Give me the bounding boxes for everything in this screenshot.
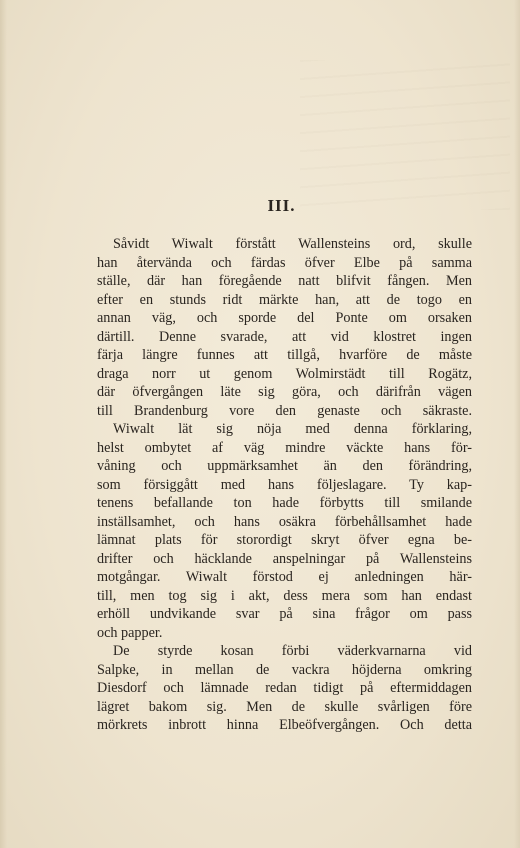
text-line: ställe, där han föregående natt blifvit fången. Men bbox=[97, 273, 472, 289]
text-line: Diesdorf och lämnade redan tidigt på eftermiddagen bbox=[97, 680, 472, 696]
text-line: som försiggått med hans följeslagare. Ty kap- bbox=[97, 476, 472, 493]
text-line: annan väg, och sporde del Ponte om orsaken bbox=[97, 310, 472, 326]
text-line: till Brandenburg vore den genaste och säkraste. bbox=[97, 402, 472, 419]
text-line: till, men tog sig i akt, dess mera som han endast bbox=[97, 587, 472, 604]
text-line: motgångar. Wiwalt förstod ej anledningen här- bbox=[97, 569, 472, 585]
text-line: mörkrets inbrott hinna Elbeöfvergången. Och detta bbox=[97, 717, 472, 733]
text-line: efter en stunds ridt märkte han, att de togo en bbox=[97, 291, 472, 308]
text-line: våning och uppmärksamhet än den förändring, bbox=[97, 458, 472, 474]
text-line: helst ombytet af väg mindre väckte hans för- bbox=[97, 439, 472, 456]
text-line: Såvidt Wiwalt förstått Wallensteins ord, skulle bbox=[113, 236, 472, 252]
text-line: Wiwalt lät sig nöja med denna förklaring, bbox=[113, 421, 472, 437]
show-through-texture bbox=[300, 60, 510, 210]
page-edge-left bbox=[0, 0, 7, 848]
body-text bbox=[97, 235, 472, 735]
text-line: där öfvergången läte sig göra, och därifrån vägen bbox=[97, 384, 472, 400]
text-line: lägret bakom sig. Men de skulle svårligen före bbox=[97, 698, 472, 715]
chapter-heading: III. bbox=[267, 196, 296, 215]
text-line: drifter och häcklande anspelningar på Wallensteins bbox=[97, 550, 472, 567]
text-line: därtill. Denne svarade, att vid klostret ingen bbox=[97, 328, 472, 345]
text-line: han återvända och färdas öfver Elbe på samma bbox=[97, 254, 472, 271]
text-line: Salpke, in mellan de vackra höjderna omkring bbox=[97, 661, 472, 678]
page-edge-right bbox=[514, 0, 520, 848]
text-line: inställsamhet, och hans osäkra förbehållsamhet hade bbox=[97, 513, 472, 530]
text-line: färja längre funnes att tillgå, hvarföre de måste bbox=[97, 347, 472, 363]
text-line: och papper. bbox=[97, 624, 163, 641]
text-line: De styrde kosan förbi väderkvarnarna vid bbox=[113, 643, 472, 659]
text-line: lämnat plats för storordigt skryt öfver egna be- bbox=[97, 532, 472, 548]
text-line: erhöll undvikande svar på sina frågor om pass bbox=[97, 606, 472, 622]
text-line: tenens befallande ton hade förbytts till smilande bbox=[97, 495, 472, 511]
text-line: draga norr ut genom Wolmirstädt till Rogätz, bbox=[97, 365, 472, 382]
